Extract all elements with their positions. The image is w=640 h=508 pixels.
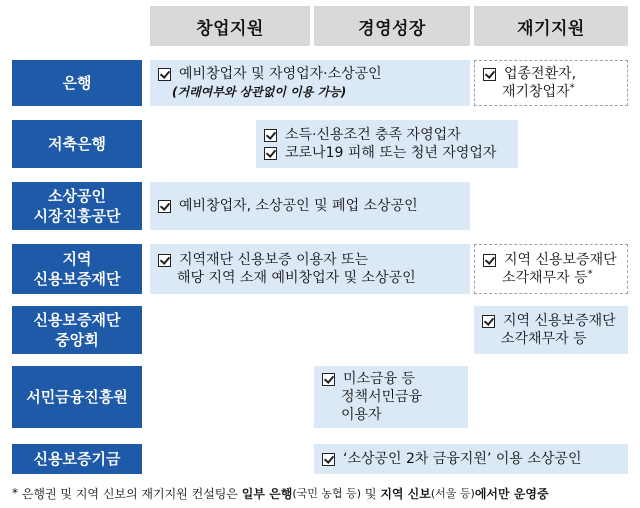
microfinance-cell	[314, 366, 468, 428]
row-label-regional	[12, 244, 142, 294]
header-growth: 경영성장	[314, 6, 470, 46]
savings-item-2	[264, 144, 496, 162]
footnote-part2: 및	[364, 486, 377, 501]
microfinance-text3: 이용자	[341, 407, 382, 423]
bank-startup-note: (거래여부와 상관없이 이용 가능)	[172, 85, 347, 99]
central-restart-text1: 지역 신용보증재단	[503, 313, 616, 329]
bank-restart-item	[483, 65, 576, 83]
row-label-central-line2: 중앙회	[55, 331, 99, 349]
bank-restart-text1: 업종전환자,	[504, 66, 577, 82]
checkbox-icon	[264, 129, 277, 142]
bank-restart-cell	[474, 60, 628, 106]
footnote	[0, 482, 640, 504]
kodit-item	[322, 450, 581, 468]
row-label-bank-text: 은행	[62, 74, 92, 92]
savings-item-1	[264, 126, 461, 144]
regional-startup-cell	[150, 244, 470, 294]
footnote-mark: *	[12, 486, 18, 500]
row-label-microfinance-text: 서민금융진흥원	[26, 388, 128, 406]
semas-text: 예비창업자, 소상공인 및 폐업 소상공인	[179, 198, 418, 214]
checkbox-icon	[264, 147, 277, 160]
footnote-paren1: (국민 농협 등)	[292, 487, 362, 500]
row-label-kodit	[12, 444, 142, 474]
bank-startup-cell	[150, 60, 470, 106]
checkbox-icon	[322, 453, 335, 466]
central-restart-text2: 소각채무자 등	[501, 331, 587, 347]
savings-text-1: 소득·신용조건 충족 자영업자	[285, 127, 461, 143]
row-label-central	[12, 306, 142, 354]
row-label-microfinance	[12, 366, 142, 428]
footnote-bold1: 일부 은행	[241, 486, 293, 501]
bank-startup-item	[158, 65, 382, 83]
footnote-bold2: 지역 신보	[380, 486, 431, 501]
central-restart-item	[482, 312, 616, 330]
footnote-paren2: (서울 등)	[430, 487, 475, 500]
semas-cell	[150, 182, 470, 230]
regional-startup-item	[158, 251, 368, 269]
bank-restart-text2: 재기창업자	[502, 84, 570, 100]
bank-startup-text: 예비창업자 및 자영업자·소상공인	[179, 66, 382, 82]
regional-startup-text2: 해당 지역 소재 예비창업자 및 소상공인	[177, 270, 416, 286]
regional-restart-text1: 지역 신용보증재단	[504, 252, 617, 268]
row-label-savings	[12, 120, 142, 168]
checkbox-icon	[158, 68, 171, 81]
row-label-kodit-text: 신용보증기금	[33, 450, 121, 468]
row-label-semas-line1: 소상공인	[48, 187, 106, 205]
row-label-bank	[12, 60, 142, 106]
checkbox-icon	[483, 68, 496, 81]
bank-restart-mark: *	[569, 82, 575, 94]
regional-restart-cell	[474, 244, 628, 294]
regional-restart-mark: *	[587, 268, 593, 280]
header-startup: 창업지원	[150, 6, 310, 46]
semas-item	[158, 197, 418, 215]
savings-cell	[256, 120, 518, 168]
row-label-central-line1: 신용보증재단	[33, 311, 121, 329]
regional-restart-item	[483, 251, 617, 269]
kodit-cell	[314, 444, 628, 474]
checkbox-icon	[482, 315, 495, 328]
savings-text-2: 코로나19 피해 또는 청년 자영업자	[285, 145, 497, 161]
central-restart-cell	[474, 306, 628, 354]
row-label-semas-line2: 시장진흥공단	[33, 207, 121, 225]
checkbox-icon	[158, 254, 171, 267]
kodit-text: ‘소상공인 2차 금융지원’ 이용 소상공인	[343, 451, 582, 467]
regional-restart-text2: 소각채무자 등	[502, 270, 588, 286]
checkbox-icon	[322, 373, 335, 386]
microfinance-text2: 정책서민금융	[341, 389, 423, 405]
header-restart: 재기지원	[474, 6, 628, 46]
microfinance-text1: 미소금융 등	[343, 371, 416, 387]
row-label-semas	[12, 182, 142, 230]
microfinance-item	[322, 370, 415, 388]
footnote-bold3: 에서만 운영중	[474, 486, 549, 501]
regional-startup-text1: 지역재단 신용보증 이용자 또는	[179, 252, 369, 268]
checkbox-icon	[158, 200, 171, 213]
row-label-savings-text: 저축은행	[48, 135, 106, 153]
footnote-part1: 은행권 및 지역 신보의 재기지원 컨설팅은	[21, 486, 238, 501]
row-label-regional-line2: 신용보증재단	[33, 270, 121, 288]
row-label-regional-line1: 지역	[62, 250, 92, 268]
checkbox-icon	[483, 254, 496, 267]
